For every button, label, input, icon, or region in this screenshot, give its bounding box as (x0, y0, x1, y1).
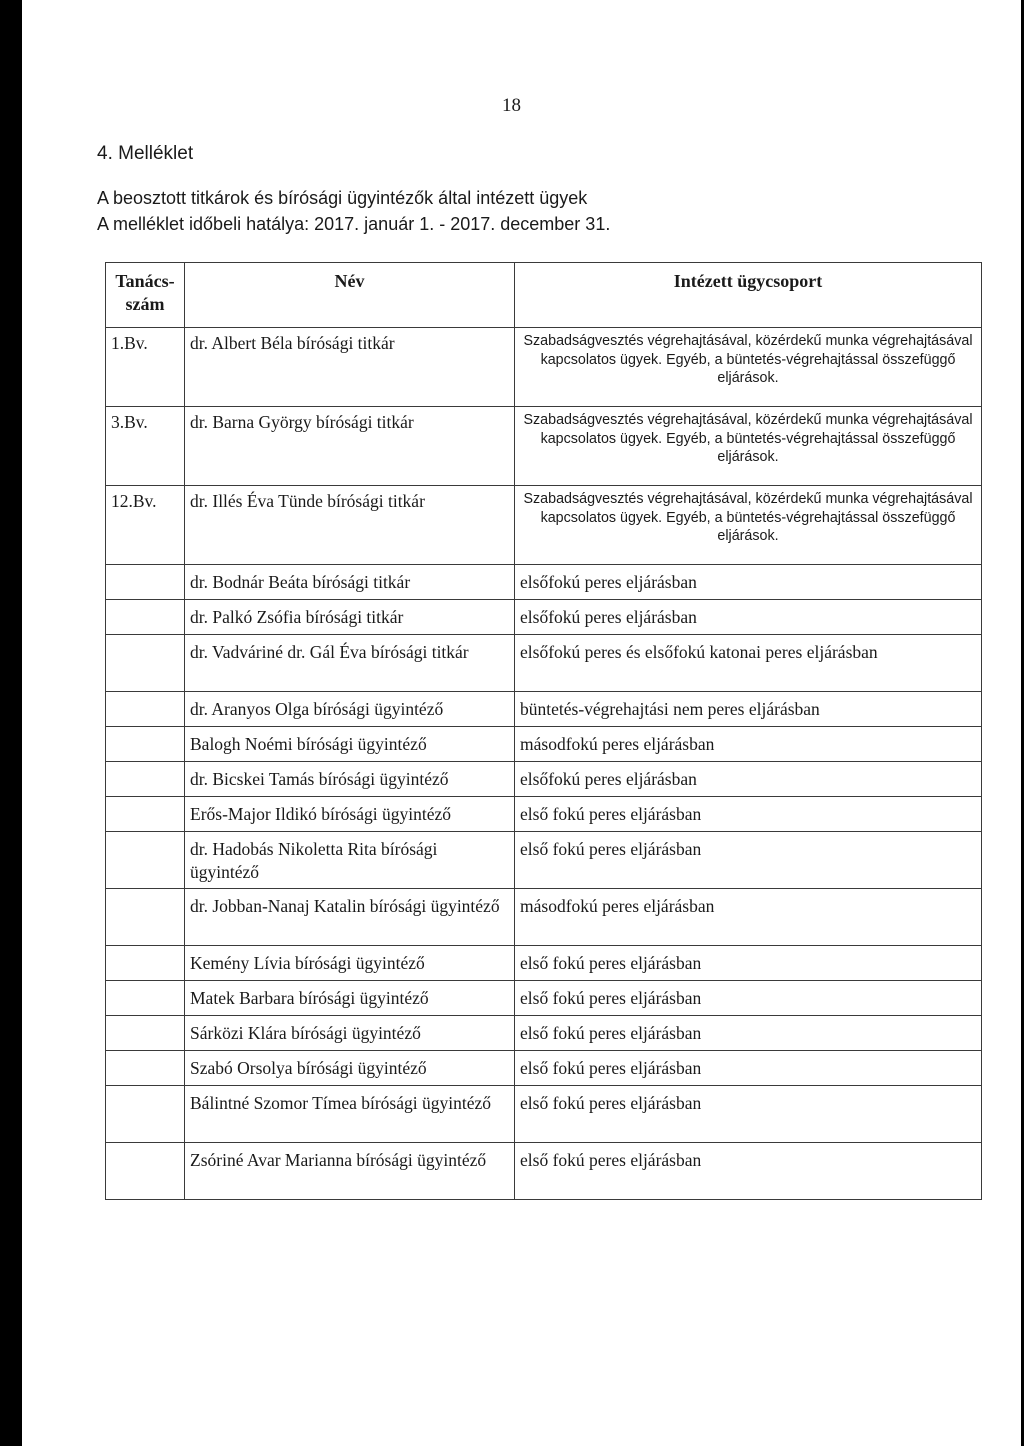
case-group-cell: első fokú peres eljárásban (515, 946, 982, 981)
name-cell: dr. Hadobás Nikoletta Rita bírósági ügyintéző (185, 832, 515, 889)
name-cell: dr. Palkó Zsófia bírósági titkár (185, 600, 515, 635)
name-cell: dr. Bicskei Tamás bírósági ügyintéző (185, 762, 515, 797)
name-cell: dr. Aranyos Olga bírósági ügyintéző (185, 692, 515, 727)
document-page (22, 0, 1021, 1446)
case-group-cell: büntetés-végrehajtási nem peres eljárásban (515, 692, 982, 727)
table-row (106, 727, 982, 762)
name-cell: dr. Vadváriné dr. Gál Éva bírósági titkár (185, 635, 515, 692)
case-group-cell: első fokú peres eljárásban (515, 1051, 982, 1086)
name-cell: Balogh Noémi bírósági ügyintéző (185, 727, 515, 762)
council-cell: 3.Bv. (106, 407, 185, 486)
case-group-cell: első fokú peres eljárásban (515, 1016, 982, 1051)
table-row (106, 797, 982, 832)
table-row (106, 1016, 982, 1051)
table-row (106, 328, 982, 407)
name-cell: dr. Jobban-Nanaj Katalin bírósági ügyintéző (185, 889, 515, 946)
council-cell (106, 1086, 185, 1143)
header-name: Név (185, 263, 515, 328)
table-row (106, 407, 982, 486)
table-row (106, 692, 982, 727)
table-row (106, 565, 982, 600)
case-group-cell: első fokú peres eljárásban (515, 797, 982, 832)
table-row (106, 762, 982, 797)
name-cell: Matek Barbara bírósági ügyintéző (185, 981, 515, 1016)
header-case-group: Intézett ügycsoport (515, 263, 982, 328)
council-cell (106, 1016, 185, 1051)
council-cell (106, 635, 185, 692)
table-row (106, 1051, 982, 1086)
case-assignment-table (105, 262, 982, 1200)
annex-title: 4. Melléklet (97, 143, 194, 164)
council-cell (106, 600, 185, 635)
case-group-cell: elsőfokú peres eljárásban (515, 762, 982, 797)
case-group-cell: első fokú peres eljárásban (515, 1143, 982, 1200)
case-group-cell: másodfokú peres eljárásban (515, 727, 982, 762)
council-cell: 12.Bv. (106, 486, 185, 565)
table-row (106, 832, 982, 889)
table-row (106, 635, 982, 692)
case-group-cell: Szabadságvesztés végrehajtásával, közérdekű munka végrehajtásával kapcsolatos ügyek. Egyéb, a büntetés-végrehajtással összefüggő eljárások. (515, 486, 982, 565)
case-group-cell: első fokú peres eljárásban (515, 981, 982, 1016)
council-cell (106, 797, 185, 832)
name-cell: dr. Albert Béla bírósági titkár (185, 328, 515, 407)
table-row (106, 1143, 982, 1200)
table-row (106, 600, 982, 635)
subtitle-line: A melléklet időbeli hatálya: 2017. január 1. - 2017. december 31. (97, 214, 611, 234)
council-cell: 1.Bv. (106, 328, 185, 407)
table-header-row (106, 263, 982, 328)
table-row (106, 981, 982, 1016)
name-cell: dr. Barna György bírósági titkár (185, 407, 515, 486)
case-group-cell: másodfokú peres eljárásban (515, 889, 982, 946)
name-cell: dr. Bodnár Beáta bírósági titkár (185, 565, 515, 600)
name-cell: Sárközi Klára bírósági ügyintéző (185, 1016, 515, 1051)
council-cell (106, 1143, 185, 1200)
name-cell: Zsóriné Avar Marianna bírósági ügyintéző (185, 1143, 515, 1200)
case-group-cell: elsőfokú peres eljárásban (515, 565, 982, 600)
case-group-cell: elsőfokú peres eljárásban (515, 600, 982, 635)
name-cell: dr. Illés Éva Tünde bírósági titkár (185, 486, 515, 565)
case-group-cell: elsőfokú peres és elsőfokú katonai peres eljárásban (515, 635, 982, 692)
name-cell: Erős-Major Ildikó bírósági ügyintéző (185, 797, 515, 832)
table-row (106, 889, 982, 946)
page-number: 18 (502, 95, 521, 116)
name-cell: Bálintné Szomor Tímea bírósági ügyintéző (185, 1086, 515, 1143)
council-cell (106, 762, 185, 797)
council-cell (106, 565, 185, 600)
table-row (106, 486, 982, 565)
council-cell (106, 946, 185, 981)
case-group-cell: első fokú peres eljárásban (515, 1086, 982, 1143)
case-group-cell: első fokú peres eljárásban (515, 832, 982, 889)
council-cell (106, 1051, 185, 1086)
header-council: Tanács-szám (106, 263, 185, 328)
name-cell: Kemény Lívia bírósági ügyintéző (185, 946, 515, 981)
council-cell (106, 832, 185, 889)
council-cell (106, 692, 185, 727)
council-cell (106, 981, 185, 1016)
council-cell (106, 727, 185, 762)
council-cell (106, 889, 185, 946)
case-group-cell: Szabadságvesztés végrehajtásával, közérdekű munka végrehajtásával kapcsolatos ügyek. Egyéb, a büntetés-végrehajtással összefüggő eljárások. (515, 407, 982, 486)
table-row (106, 946, 982, 981)
subtitle-line: A beosztott titkárok és bírósági ügyintézők által intézett ügyek (97, 188, 588, 208)
case-group-cell: Szabadságvesztés végrehajtásával, közérdekű munka végrehajtásával kapcsolatos ügyek. Egyéb, a büntetés-végrehajtással összefüggő eljárások. (515, 328, 982, 407)
name-cell: Szabó Orsolya bírósági ügyintéző (185, 1051, 515, 1086)
table-row (106, 1086, 982, 1143)
